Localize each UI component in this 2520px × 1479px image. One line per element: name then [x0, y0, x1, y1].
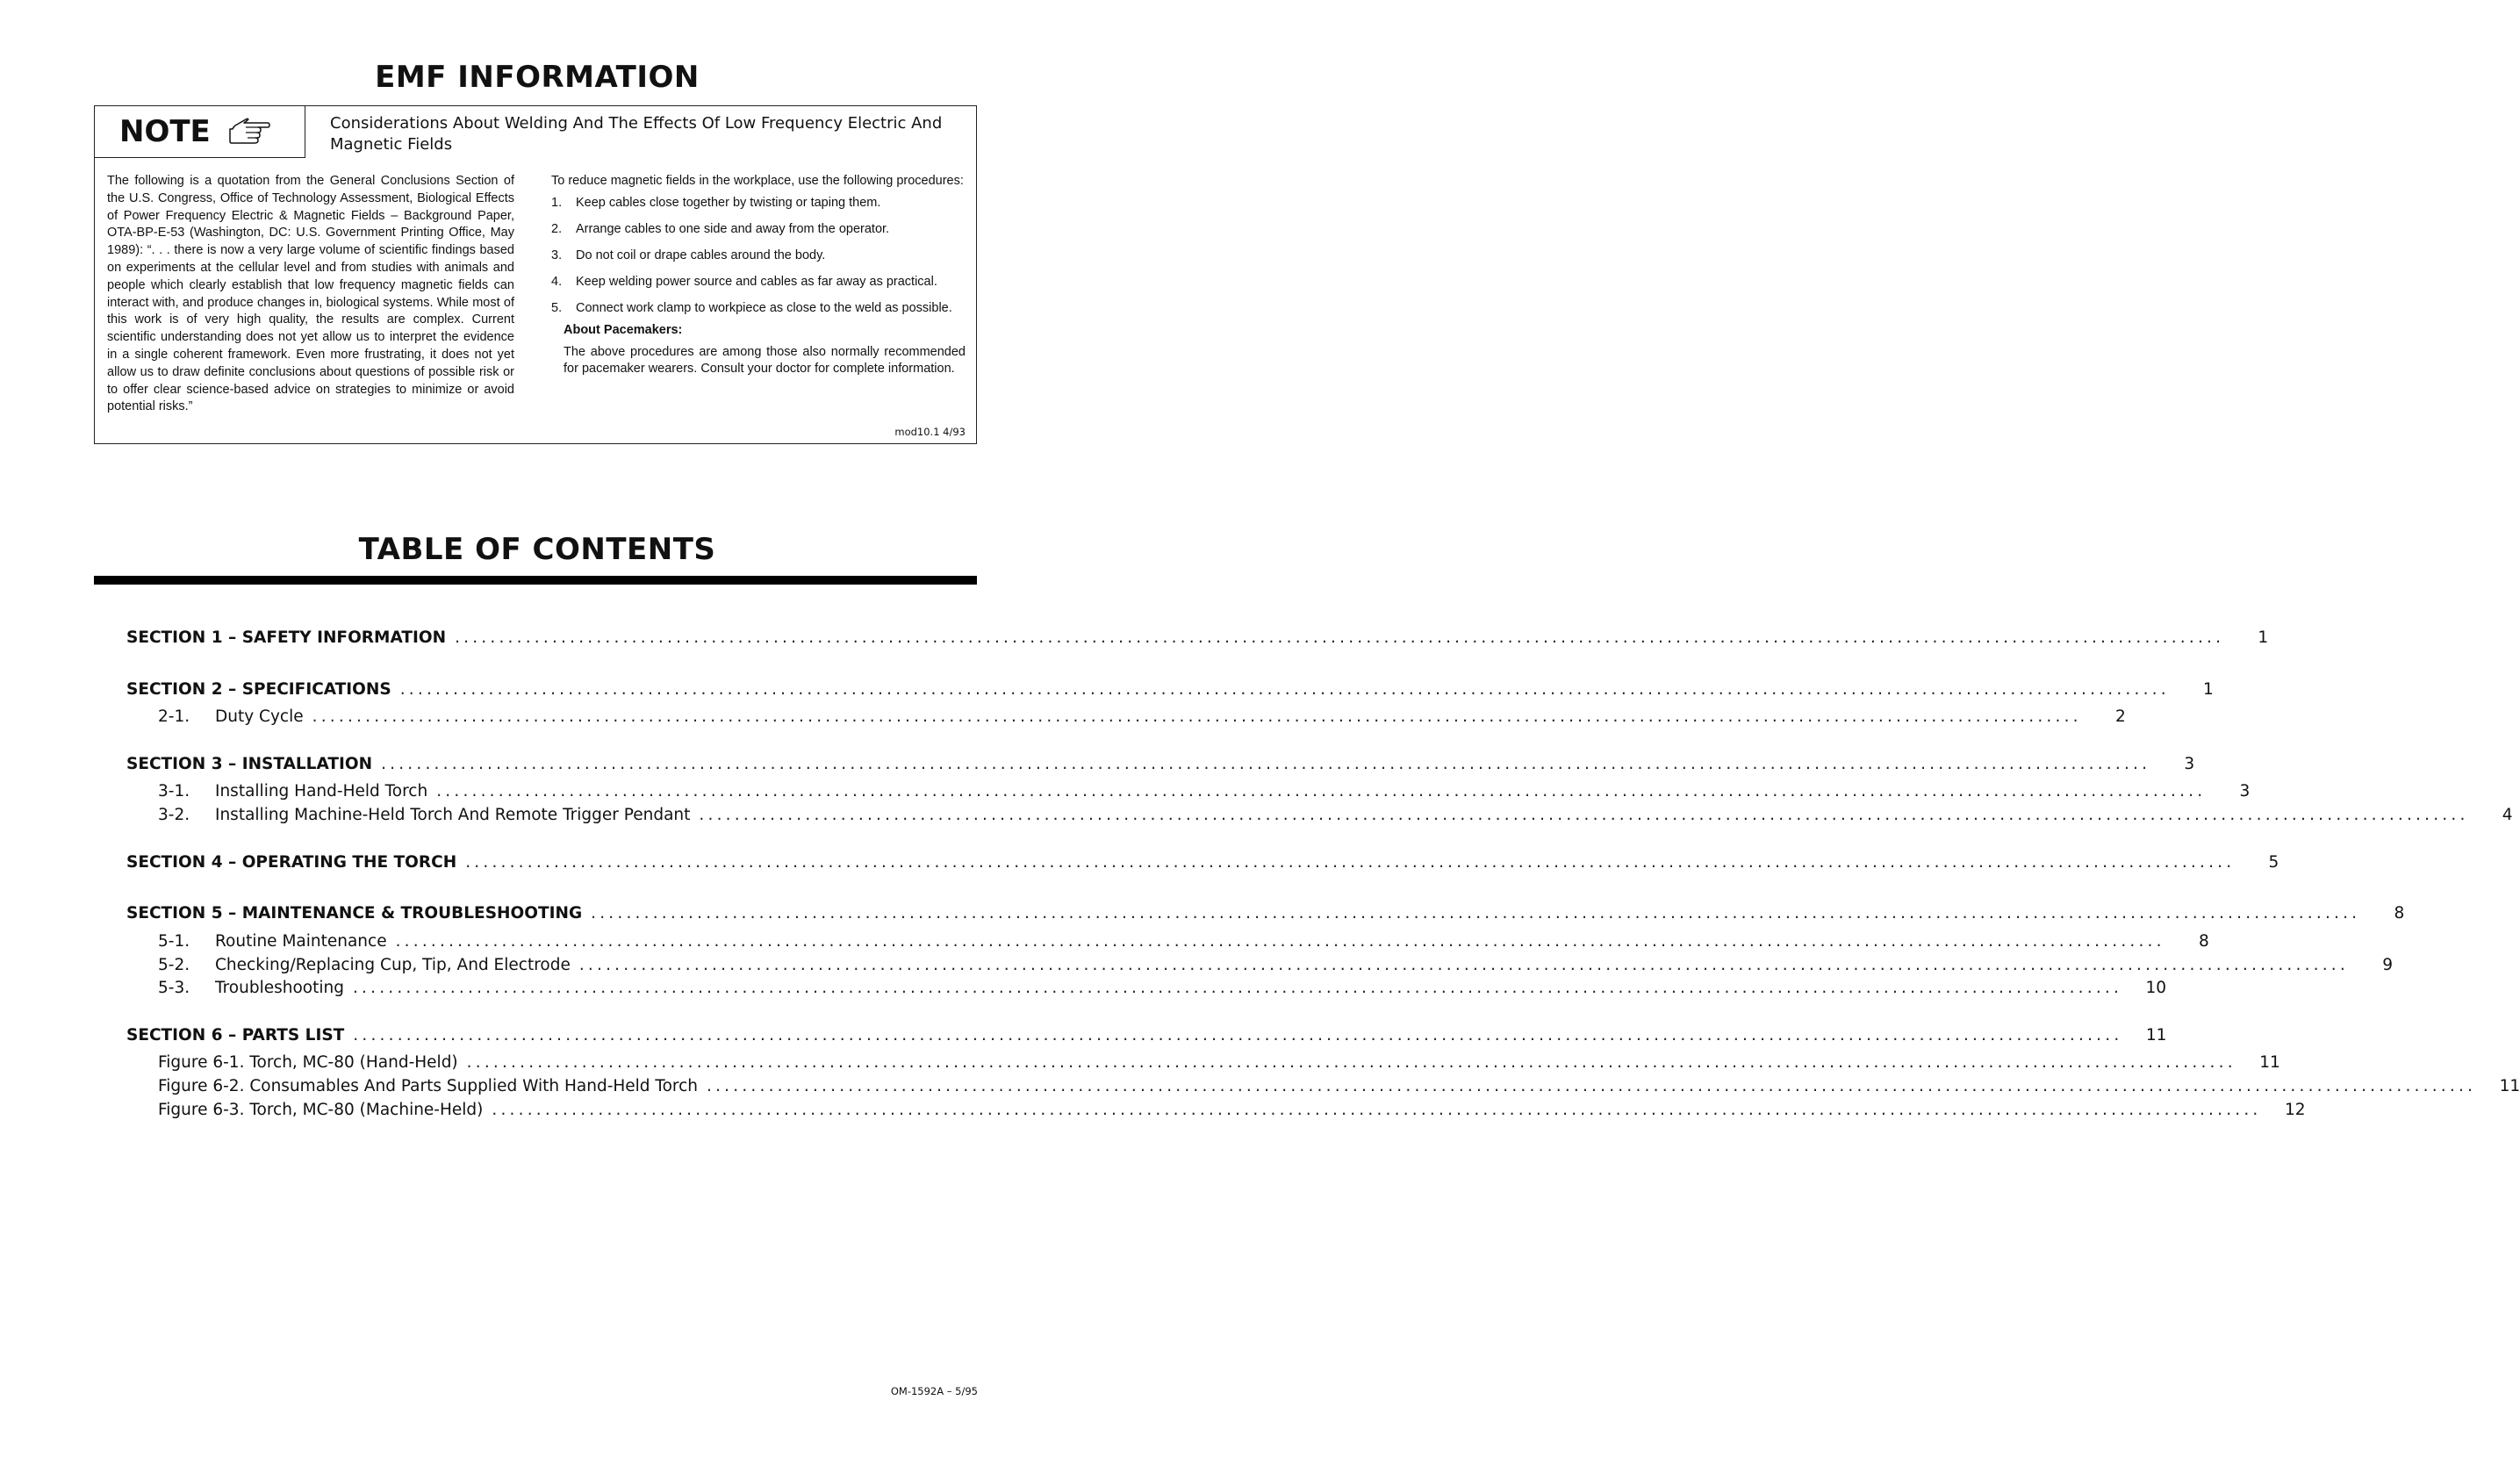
toc-leader-dots: ........................................................................................................................................................................................................	[455, 628, 2225, 647]
toc-entry-figure-6-2[interactable]	[126, 1077, 2520, 1100]
toc-entry-page: 10	[2145, 979, 2167, 997]
toc-leader-dots: ........................................................................................................................................................................................................	[591, 904, 2361, 923]
toc-leader-dots: ........................................................................................................................................................................................................	[578, 956, 2349, 974]
toc-leader-dots: ........................................................................................................................................................................................................	[465, 853, 2236, 872]
toc-entry-2-1[interactable]	[126, 707, 2126, 730]
toc-entry-section-4[interactable]	[126, 853, 2279, 876]
toc-entry-label: SECTION 3 – INSTALLATION	[126, 755, 373, 773]
procedures-column	[551, 173, 966, 377]
toc-entry-page: 8	[2198, 932, 2209, 951]
toc-entry-page: 9	[2382, 956, 2393, 974]
quotation-text: The following is a quotation from the General Conclusions Section of the U.S. Congress, Office of Technology Assessment, Biological Effects of Power Frequency Electric & Magnetic Fields – Background Paper, OTA-BP-E-53 (Washington, DC: U.S. Government Printing Office, May 1989): “. . . there is now a very large volume of scientific findings based on experiments at the cellular level and from studies with animals and people which clearly establish that low frequency magnetic fields can interact with, and produce changes in, biological systems. While most of this work is of very high quality, the results are complex. Current scientific understanding does not yet allow us to interpret the evidence in a single coherent framework. Even more frustrating, it does not yet allow us to draw definite conclusions about questions of possible risk or to offer clear science-based advice on strategies to minimize or avoid potential risks.”	[107, 174, 514, 414]
procedure-text: Connect work clamp to workpiece as close to the weld as possible.	[576, 301, 952, 315]
mod-code: mod10.1 4/93	[894, 426, 966, 438]
toc-leader-dots: ........................................................................................................................................................................................................	[395, 932, 2165, 951]
toc-entry-label: Routine Maintenance	[215, 932, 387, 951]
toc-entry-page: 2	[2114, 707, 2126, 726]
procedure-item	[551, 274, 966, 291]
toc-entry-label: SECTION 4 – OPERATING THE TORCH	[126, 853, 457, 872]
procedure-text: Keep welding power source and cables as far away as practical.	[576, 275, 937, 289]
toc-entry-label: Duty Cycle	[215, 707, 304, 726]
pacemakers-heading: About Pacemakers:	[564, 323, 683, 337]
procedure-item	[551, 195, 966, 212]
note-label-box	[95, 106, 305, 158]
toc-entry-page: 11	[2499, 1077, 2520, 1095]
procedures-intro: To reduce magnetic fields in the workplace, use the following procedures:	[551, 174, 964, 188]
toc-entry-label: Installing Hand-Held Torch	[215, 782, 428, 801]
toc-entry-page: 4	[2502, 806, 2513, 824]
toc-entry-label: Figure 6-1. Torch, MC-80 (Hand-Held)	[158, 1053, 458, 1072]
toc-entry-label: Figure 6-3. Torch, MC-80 (Machine-Held)	[158, 1101, 484, 1119]
emf-title: EMF INFORMATION	[375, 60, 700, 95]
procedure-item	[551, 300, 966, 317]
toc-entry-section-3[interactable]	[126, 755, 2195, 778]
toc-entry-number: 5-2.	[158, 956, 190, 974]
toc-entry-5-2[interactable]	[126, 956, 2393, 979]
pacemakers-text: The above procedures are among those also normally recommended for pacemaker wearers. Consult your doctor for complete information.	[564, 345, 966, 376]
toc-entry-label: SECTION 6 – PARTS LIST	[126, 1026, 345, 1045]
toc-entry-page: 3	[2239, 782, 2251, 801]
procedure-number: 4.	[551, 275, 563, 289]
toc-entry-page: 11	[2145, 1026, 2167, 1045]
toc-entry-page: 5	[2268, 853, 2279, 872]
toc-leader-dots: ........................................................................................................................................................................................................	[436, 782, 2207, 801]
toc-entry-page: 1	[2258, 628, 2269, 647]
document-code: OM-1592A – 5/95	[890, 1385, 978, 1397]
toc-leader-dots: ........................................................................................................................................................................................................	[352, 979, 2123, 997]
toc-title: TABLE OF CONTENTS	[358, 532, 716, 567]
pointing-hand-icon	[228, 118, 270, 148]
toc-leader-dots: ........................................................................................................................................................................................................	[353, 1026, 2123, 1045]
note-heading: Considerations About Welding And The Effects Of Low Frequency Electric And Magnetic Fields	[330, 114, 943, 154]
toc-entry-label: SECTION 2 – SPECIFICATIONS	[126, 680, 391, 699]
toc-entry-number: 5-1.	[158, 932, 190, 951]
toc-entry-section-2[interactable]	[126, 680, 2214, 703]
toc-entry-label: SECTION 1 – SAFETY INFORMATION	[126, 628, 447, 647]
toc-leader-dots: ........................................................................................................................................................................................................	[399, 680, 2170, 699]
toc-entry-page: 11	[2259, 1053, 2280, 1072]
toc-leader-dots: ........................................................................................................................................................................................................	[707, 1077, 2477, 1095]
toc-entry-figure-6-1[interactable]	[126, 1053, 2280, 1076]
procedure-item	[551, 248, 966, 264]
toc-entry-label: SECTION 5 – MAINTENANCE & TROUBLESHOOTING	[126, 904, 583, 923]
toc-entry-number: 2-1.	[158, 707, 190, 726]
procedure-text: Do not coil or drape cables around the body.	[576, 248, 826, 262]
toc-leader-dots: ........................................................................................................................................................................................................	[312, 707, 2082, 726]
procedure-item	[551, 221, 966, 238]
procedure-number: 1.	[551, 196, 563, 210]
toc-entry-label: Troubleshooting	[215, 979, 344, 997]
procedure-text: Keep cables close together by twisting or taping them.	[576, 196, 881, 210]
toc-entry-number: 3-1.	[158, 782, 190, 801]
toc-entry-label: Figure 6-2. Consumables And Parts Supplied With Hand-Held Torch	[158, 1077, 698, 1095]
procedure-number: 2.	[551, 222, 563, 236]
toc-entry-page: 1	[2203, 680, 2214, 699]
procedure-number: 5.	[551, 301, 563, 315]
toc-entry-section-5[interactable]	[126, 904, 2405, 927]
toc-entry-5-1[interactable]	[126, 932, 2209, 955]
toc-entry-5-3[interactable]	[126, 979, 2167, 1002]
toc-leader-dots: ........................................................................................................................................................................................................	[492, 1101, 2262, 1119]
emf-note-box	[94, 105, 977, 444]
toc-entry-3-1[interactable]	[126, 782, 2251, 805]
procedures-list	[551, 195, 966, 317]
toc-entry-number: 5-3.	[158, 979, 190, 997]
toc-entry-number: 3-2.	[158, 806, 190, 824]
toc-entry-figure-6-3[interactable]	[126, 1101, 2306, 1124]
toc-entry-3-2[interactable]	[126, 806, 2513, 829]
toc-entry-page: 3	[2184, 755, 2195, 773]
procedure-number: 3.	[551, 248, 563, 262]
toc-entry-section-1[interactable]	[126, 628, 2269, 651]
note-label: NOTE	[119, 114, 211, 149]
toc-entry-label: Checking/Replacing Cup, Tip, And Electrode	[215, 956, 571, 974]
toc-leader-dots: ........................................................................................................................................................................................................	[466, 1053, 2236, 1072]
toc-entry-page: 12	[2284, 1101, 2306, 1119]
toc-entry-section-6[interactable]	[126, 1026, 2167, 1049]
toc-divider	[94, 576, 977, 585]
toc-entry-page: 8	[2394, 904, 2405, 923]
toc-leader-dots: ........................................................................................................................................................................................................	[699, 806, 2469, 824]
toc-entry-label: Installing Machine-Held Torch And Remote Trigger Pendant	[215, 806, 691, 824]
procedure-text: Arrange cables to one side and away from the operator.	[576, 222, 890, 236]
toc-leader-dots: ........................................................................................................................................................................................................	[381, 755, 2151, 773]
